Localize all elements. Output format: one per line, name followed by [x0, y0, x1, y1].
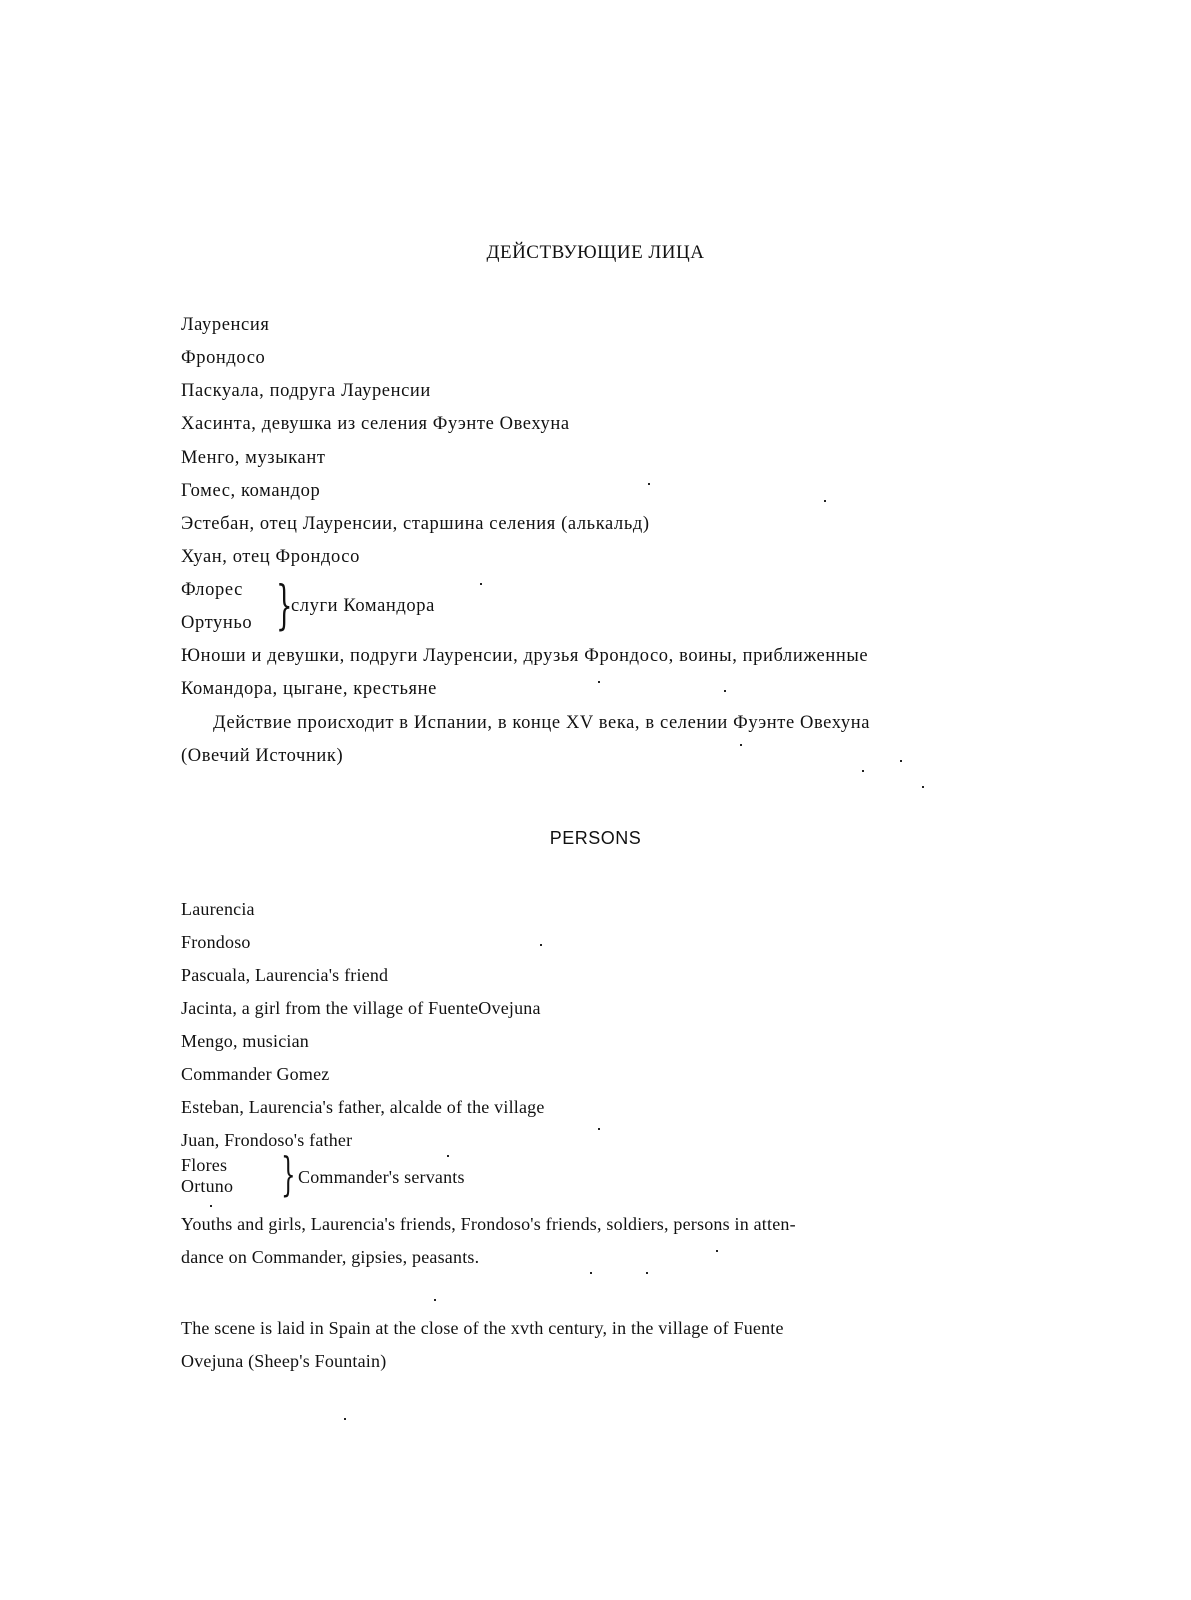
- russian-character-line: Лауренсия: [181, 315, 270, 335]
- english-servant-name: Flores: [181, 1155, 228, 1175]
- english-servants-label: Commander's servants: [298, 1167, 465, 1187]
- brace-icon: }: [276, 576, 293, 636]
- english-character-line: Esteban, Laurencia's father, alcalde of the village: [181, 1097, 545, 1117]
- english-character-line: Juan, Frondoso's father: [181, 1130, 353, 1150]
- scan-speck: [740, 744, 742, 746]
- brace-icon: }: [281, 1147, 296, 1201]
- scan-speck: [344, 1418, 346, 1420]
- russian-setting-line: (Овечий Источник): [181, 746, 344, 766]
- russian-character-line: Гомес, командор: [181, 481, 321, 501]
- russian-character-line: Паскуала, подруга Лауренсии: [181, 381, 431, 401]
- scan-speck: [598, 681, 600, 683]
- scan-speck: [210, 1205, 212, 1207]
- english-character-line: Frondoso: [181, 932, 251, 952]
- russian-character-line: Эстебан, отец Лауренсии, старшина селения (алькальд): [181, 514, 650, 534]
- russian-others-line: Юноши и девушки, подруги Лауренсии, друзья Фрондосо, воины, приближенные: [181, 646, 869, 666]
- scan-speck: [648, 483, 650, 485]
- english-others-line: Youths and girls, Laurencia's friends, Frondoso's friends, soldiers, persons in atten-: [181, 1214, 796, 1234]
- scan-speck: [922, 786, 924, 788]
- scan-speck: [824, 500, 826, 502]
- scan-speck: [480, 583, 482, 585]
- english-heading: PERSONS: [549, 828, 642, 848]
- russian-others-line: Командора, цыгане, крестьяне: [181, 679, 437, 699]
- russian-character-line: Хуан, отец Фрондосо: [181, 547, 360, 567]
- scan-speck: [724, 690, 726, 692]
- scan-speck: [434, 1299, 436, 1301]
- english-character-line: Commander Gomez: [181, 1064, 330, 1084]
- scan-speck: [862, 770, 864, 772]
- english-character-line: Laurencia: [181, 899, 255, 919]
- russian-setting-line: Действие происходит в Испании, в конце XV века, в селении Фуэнте Овехуна: [213, 713, 871, 733]
- scan-speck: [716, 1250, 718, 1252]
- english-setting-line: Ovejuna (Sheep's Fountain): [181, 1351, 387, 1371]
- scan-speck: [646, 1272, 648, 1274]
- scan-speck: [598, 1128, 600, 1130]
- english-others-line: dance on Commander, gipsies, peasants.: [181, 1247, 480, 1267]
- russian-servant-name: Флорес: [181, 580, 243, 600]
- scan-speck: [900, 760, 902, 762]
- scan-speck: [590, 1272, 592, 1274]
- english-servant-name: Ortuno: [181, 1176, 234, 1196]
- scan-speck: [447, 1155, 449, 1157]
- russian-heading: ДЕЙСТВУЮЩИЕ ЛИЦА: [486, 242, 705, 263]
- russian-character-line: Хасинта, девушка из селения Фуэнте Овехуна: [181, 414, 570, 434]
- russian-servants-label: слуги Командора: [291, 596, 435, 616]
- russian-servant-name: Ортуньо: [181, 613, 253, 633]
- russian-character-line: Фрондосо: [181, 348, 266, 368]
- english-character-line: Jacinta, a girl from the village of FuenteOvejuna: [181, 998, 541, 1018]
- english-setting-line: The scene is laid in Spain at the close of the xvth century, in the village of Fuente: [181, 1318, 784, 1338]
- english-character-line: Pascuala, Laurencia's friend: [181, 965, 389, 985]
- russian-character-line: Менго, музыкант: [181, 448, 326, 468]
- scan-speck: [540, 944, 542, 946]
- english-character-line: Mengo, musician: [181, 1031, 309, 1051]
